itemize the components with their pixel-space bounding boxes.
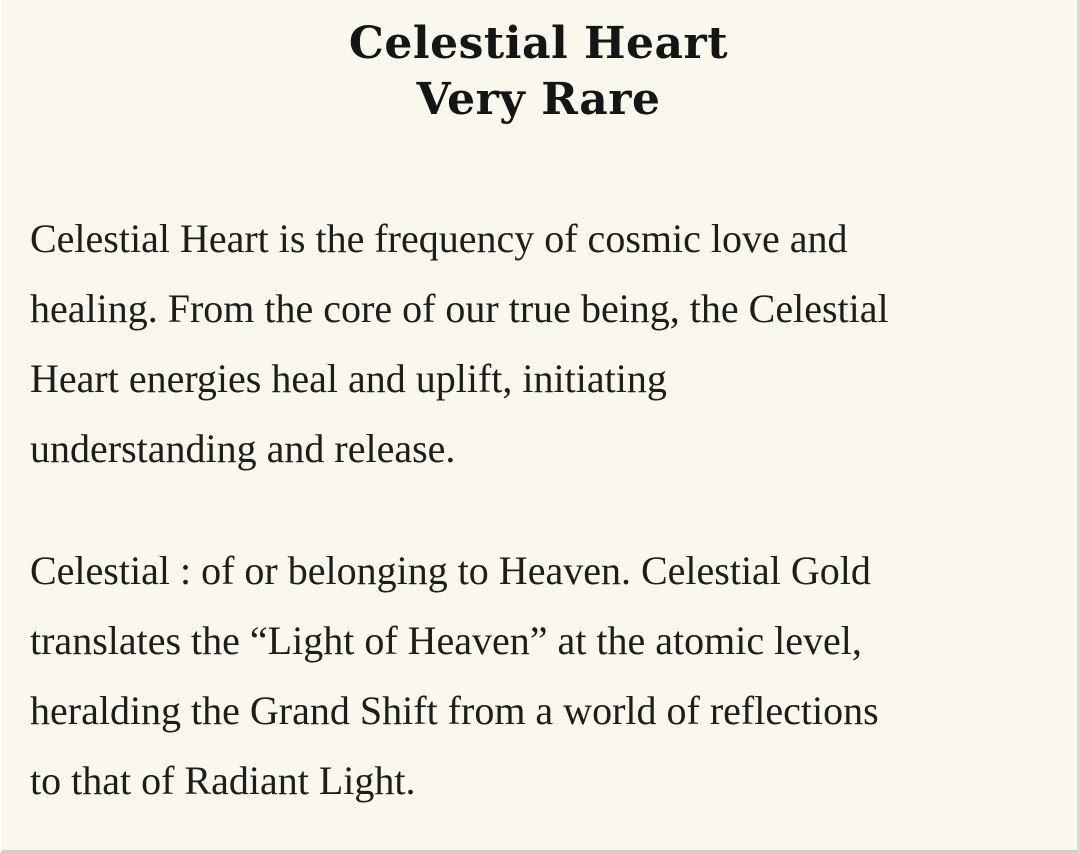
document-title-line-2: Very Rare xyxy=(416,74,661,125)
paragraph-2-line-4: to that of Radiant Light. xyxy=(30,758,416,803)
paragraph-1-line-3: Heart energies heal and uplift, initiating xyxy=(30,356,667,401)
document-title xyxy=(30,16,1047,128)
document-title-line-1: Celestial Heart xyxy=(348,18,729,69)
paragraph-1-line-4: understanding and release. xyxy=(30,426,456,471)
paragraph-2-line-1: Celestial : of or belonging to Heaven. Celestial Gold xyxy=(30,548,871,593)
paragraph-2-line-2: translates the “Light of Heaven” at the atomic level, xyxy=(30,618,862,663)
paragraph-2 xyxy=(30,536,1047,816)
paragraph-2-line-3: heralding the Grand Shift from a world of reflections xyxy=(30,688,879,733)
paragraph-1 xyxy=(30,204,1047,484)
paragraph-1-line-2: healing. From the core of our true being, the Celestial xyxy=(30,286,889,331)
paragraph-1-line-1: Celestial Heart is the frequency of cosmic love and xyxy=(30,216,848,261)
